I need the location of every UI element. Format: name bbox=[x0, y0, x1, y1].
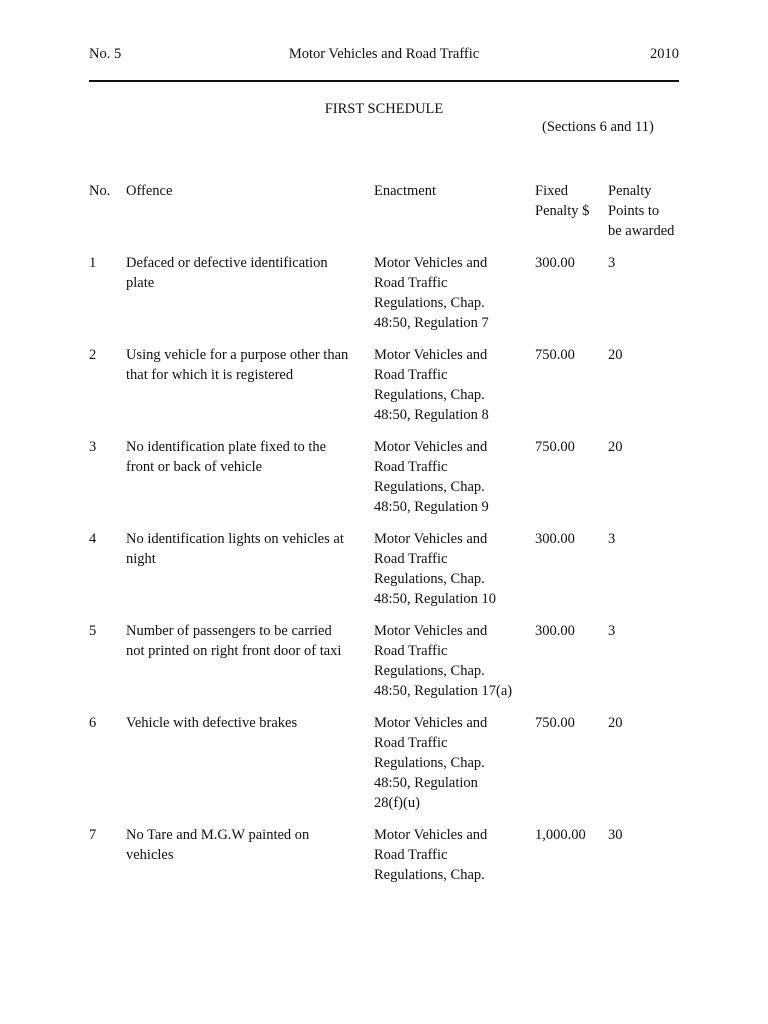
enactment-line: Motor Vehicles and bbox=[374, 623, 488, 639]
offence-line: not printed on right front door of taxi bbox=[126, 643, 342, 659]
table-row bbox=[89, 345, 689, 437]
row-offence bbox=[126, 345, 364, 385]
enactment-line: Motor Vehicles and bbox=[374, 347, 488, 363]
table-header-row bbox=[89, 181, 689, 253]
offence-line: No identification plate fixed to the bbox=[126, 439, 327, 455]
row-penalty-points: 3 bbox=[608, 255, 616, 271]
row-enactment bbox=[374, 529, 529, 609]
offence-line: night bbox=[126, 551, 156, 567]
header-penalty-points bbox=[608, 181, 688, 241]
enactment-line: Road Traffic bbox=[374, 459, 448, 475]
schedule-title: FIRST SCHEDULE bbox=[324, 101, 444, 117]
header-no: No. bbox=[89, 183, 111, 199]
row-offence bbox=[126, 621, 364, 661]
page-header bbox=[89, 44, 679, 64]
row-penalty-points: 3 bbox=[608, 531, 616, 547]
table-row bbox=[89, 825, 689, 917]
offence-line: Number of passengers to be carried bbox=[126, 623, 332, 639]
enactment-line: 48:50, Regulation 8 bbox=[374, 407, 489, 423]
row-enactment bbox=[374, 621, 529, 701]
enactment-line: Road Traffic bbox=[374, 735, 448, 751]
enactment-line: Road Traffic bbox=[374, 643, 448, 659]
row-fixed-penalty: 750.00 bbox=[535, 347, 575, 363]
row-penalty-points: 30 bbox=[608, 827, 623, 843]
schedule-sections: (Sections 6 and 11) bbox=[542, 119, 654, 135]
enactment-line: Regulations, Chap. bbox=[374, 571, 485, 587]
row-fixed-penalty: 750.00 bbox=[535, 715, 575, 731]
offence-line: Vehicle with defective brakes bbox=[126, 715, 298, 731]
header-penalty-points-line: Points to bbox=[608, 203, 660, 219]
header-title: Motor Vehicles and Road Traffic bbox=[288, 46, 480, 62]
header-enactment: Enactment bbox=[374, 183, 437, 199]
row-penalty-points: 20 bbox=[608, 715, 623, 731]
enactment-line: 48:50, Regulation 17(a) bbox=[374, 683, 513, 699]
row-penalty-points: 20 bbox=[608, 347, 623, 363]
table-row bbox=[89, 713, 689, 825]
row-penalty-points: 3 bbox=[608, 623, 616, 639]
offence-line: No Tare and M.G.W painted on bbox=[126, 827, 310, 843]
header-penalty-points-line: be awarded bbox=[608, 223, 675, 239]
header-fixed-penalty bbox=[535, 181, 605, 221]
enactment-line: Regulations, Chap. bbox=[374, 387, 485, 403]
enactment-line: 48:50, Regulation 9 bbox=[374, 499, 489, 515]
table-row bbox=[89, 621, 689, 713]
enactment-line: 28(f)(u) bbox=[374, 795, 420, 811]
enactment-line: Motor Vehicles and bbox=[374, 827, 488, 843]
enactment-line: 48:50, Regulation bbox=[374, 775, 478, 791]
enactment-line: 48:50, Regulation 10 bbox=[374, 591, 497, 607]
enactment-line: Regulations, Chap. bbox=[374, 479, 485, 495]
row-offence bbox=[126, 529, 364, 569]
row-fixed-penalty: 300.00 bbox=[535, 531, 575, 547]
enactment-line: Motor Vehicles and bbox=[374, 531, 488, 547]
enactment-line: Motor Vehicles and bbox=[374, 255, 488, 271]
enactment-line: Road Traffic bbox=[374, 847, 448, 863]
header-offence: Offence bbox=[126, 183, 173, 199]
row-number: 1 bbox=[89, 255, 97, 271]
row-offence bbox=[126, 713, 364, 733]
row-offence bbox=[126, 437, 364, 477]
table-row bbox=[89, 253, 689, 345]
enactment-line: Regulations, Chap. bbox=[374, 663, 485, 679]
enactment-line: 48:50, Regulation 7 bbox=[374, 315, 489, 331]
enactment-line: Road Traffic bbox=[374, 275, 448, 291]
table-row bbox=[89, 529, 689, 621]
header-penalty-points-line: Penalty bbox=[608, 183, 652, 199]
row-fixed-penalty: 300.00 bbox=[535, 255, 575, 271]
row-enactment bbox=[374, 253, 529, 333]
offence-line: No identification lights on vehicles at bbox=[126, 531, 344, 547]
enactment-line: Motor Vehicles and bbox=[374, 715, 488, 731]
header-rule bbox=[89, 80, 679, 82]
row-number: 3 bbox=[89, 439, 97, 455]
offence-line: that for which it is registered bbox=[126, 367, 294, 383]
enactment-line: Regulations, Chap. bbox=[374, 755, 485, 771]
offence-table bbox=[89, 181, 689, 917]
row-number: 4 bbox=[89, 531, 97, 547]
row-enactment bbox=[374, 713, 529, 813]
row-enactment bbox=[374, 345, 529, 425]
table-row bbox=[89, 437, 689, 529]
row-number: 6 bbox=[89, 715, 97, 731]
header-number: No. 5 bbox=[89, 46, 122, 62]
row-offence bbox=[126, 825, 364, 865]
enactment-line: Motor Vehicles and bbox=[374, 439, 488, 455]
enactment-line: Regulations, Chap. bbox=[374, 295, 485, 311]
header-fixed-penalty-line: Fixed bbox=[535, 183, 569, 199]
offence-line: Defaced or defective identification bbox=[126, 255, 328, 271]
offence-line: plate bbox=[126, 275, 155, 291]
row-fixed-penalty: 750.00 bbox=[535, 439, 575, 455]
row-penalty-points: 20 bbox=[608, 439, 623, 455]
row-number: 7 bbox=[89, 827, 97, 843]
row-number: 2 bbox=[89, 347, 97, 363]
enactment-line: Road Traffic bbox=[374, 551, 448, 567]
header-year: 2010 bbox=[650, 46, 679, 62]
row-number: 5 bbox=[89, 623, 97, 639]
offence-line: front or back of vehicle bbox=[126, 459, 263, 475]
enactment-line: Regulations, Chap. bbox=[374, 867, 485, 883]
row-fixed-penalty: 300.00 bbox=[535, 623, 575, 639]
row-enactment bbox=[374, 437, 529, 517]
row-enactment bbox=[374, 825, 529, 885]
header-fixed-penalty-line: Penalty $ bbox=[535, 203, 590, 219]
offence-line: vehicles bbox=[126, 847, 174, 863]
row-fixed-penalty: 1,000.00 bbox=[535, 827, 586, 843]
enactment-line: Road Traffic bbox=[374, 367, 448, 383]
offence-line: Using vehicle for a purpose other than bbox=[126, 347, 349, 363]
row-offence bbox=[126, 253, 364, 293]
